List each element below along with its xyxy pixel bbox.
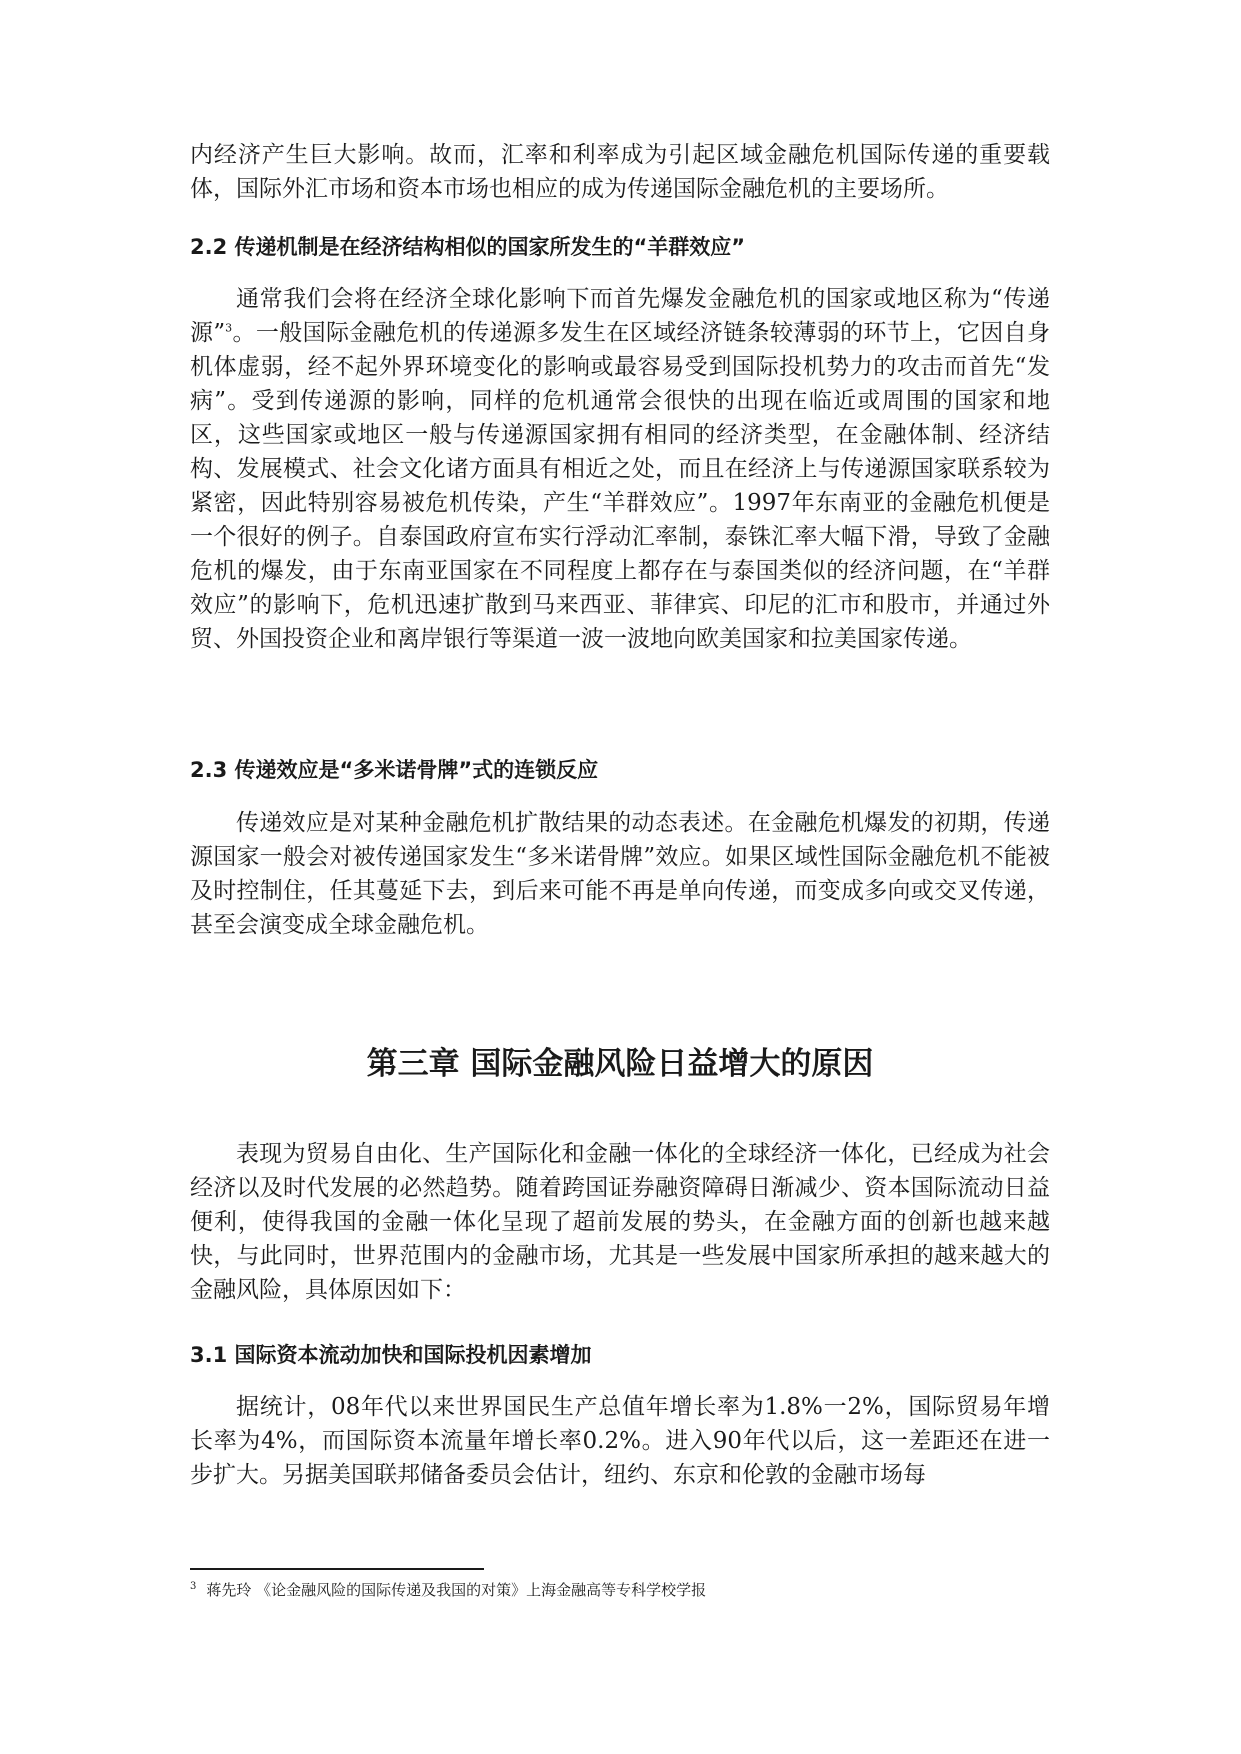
section-heading-2-2: 2.2 传递机制是在经济结构相似的国家所发生的“羊群效应” xyxy=(190,235,746,259)
paragraph-domino-effect: 传递效应是对某种金融危机扩散结果的动态表述。在金融危机爆发的初期，传递源国家一般会对被传递国家发生“多米诺骨牌”效应。如果区域性国际金融危机不能被及时控制住，任其蔓延下去，到后来可能不再是单向传递，而变成多向或交叉传递，甚至会演变成全球金融危机。 xyxy=(190,810,1050,938)
chapter-title: 第三章 国际金融风险日益增大的原因 xyxy=(366,1046,874,1082)
section-heading-2-3: 2.3 传递效应是“多米诺骨牌”式的连锁反应 xyxy=(190,758,599,782)
paragraph-global-integration: 表现为贸易自由化、生产国际化和金融一体化的全球经济一体化，已经成为社会经济以及时代发展的必然趋势。随着跨国证券融资障碍日渐减少、资本国际流动日益便利，使得我国的金融一体化呈现了超前发展的势头，在金融方面的创新也越来越快，与此同时，世界范围内的金融市场，尤其是一些发展中国家所承担的越来越大的金融风险，具体原因如下： xyxy=(190,1141,1050,1303)
paragraph-herd-effect-part1: 通常我们会将在经济全球化影响下而首先爆发金融危机的国家或地区称为“传递源” xyxy=(190,286,1050,346)
footnote-reference: 3 xyxy=(225,321,233,335)
footnote xyxy=(190,1578,1050,1602)
paragraph-herd-effect xyxy=(190,282,1050,656)
section-heading-3-1: 3.1 国际资本流动加快和国际投机因素增加 xyxy=(190,1343,592,1367)
paragraph-exchange-rate-carriers: 内经济产生巨大影响。故而，汇率和利率成为引起区域金融危机国际传递的重要载体，国际外汇市场和资本市场也相应的成为传递国际金融危机的主要场所。 xyxy=(190,142,1050,202)
paragraph-statistics: 据统计，08年代以来世界国民生产总值年增长率为1.8%一2%，国际贸易年增长率为4%，而国际资本流量年增长率0.2%。进入90年代以后，这一差距还在进一步扩大。另据美国联邦储备委员会估计，纽约、东京和伦敦的金融市场每 xyxy=(190,1394,1050,1488)
footnote-number: 3 xyxy=(190,1581,197,1592)
footnote-divider xyxy=(190,1568,484,1570)
paragraph-herd-effect-part2: 。一般国际金融危机的传递源多发生在区域经济链条较薄弱的环节上，它因自身机体虚弱，经不起外界环境变化的影响或最容易受到国际投机势力的攻击而首先“发病”。受到传递源的影响，同样的危机通常会很快的出现在临近或周围的国家和地区，这些国家或地区一般与传递源国家拥有相同的经济类型，在金融体制、经济结构、发展模式、社会文化诸方面具有相近之处，而且在经济上与传递源国家联系较为紧密，因此特别容易被危机传染，产生“羊群效应”。1997年东南亚的金融危机便是一个很好的例子。自泰国政府宣布实行浮动汇率制，泰铢汇率大幅下滑，导致了金融危机的爆发，由于东南亚国家在不同程度上都存在与泰国类似的经济问题，在“羊群效应”的影响下，危机迅速扩散到马来西亚、菲律宾、印尼的汇市和股市，并通过外贸、外国投资企业和离岸银行等渠道一波一波地向欧美国家和拉美国家传递。 xyxy=(190,320,1051,652)
footnote-text: 蒋先玲 《论金融风险的国际传递及我国的对策》上海金融高等专科学校学报 xyxy=(206,1581,707,1599)
